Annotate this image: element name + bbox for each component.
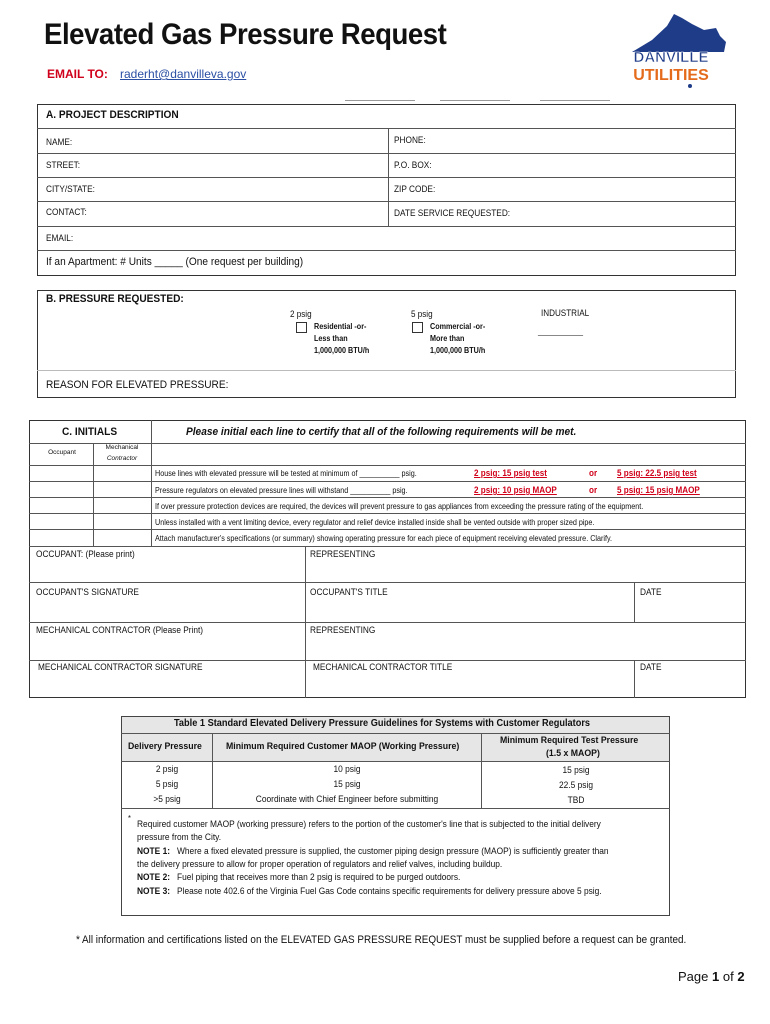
industrial-input[interactable]: __________ [538, 326, 584, 336]
email-to-label: EMAIL TO: [47, 67, 108, 81]
section-a-heading: A. PROJECT DESCRIPTION [46, 109, 179, 121]
notes-asterisk: * [128, 814, 131, 823]
req2-option-5psig: 5 psig: 15 psig MAOP [617, 485, 700, 495]
logo-text-danville: DANVILLE [633, 49, 709, 66]
date-service-requested-field[interactable]: DATE SERVICE REQUESTED: [394, 208, 511, 218]
req1-option-2psig: 2 psig: 15 psig test [474, 468, 547, 478]
table-row-maop: 15 psig [333, 779, 361, 789]
table-row-delivery: >5 psig [153, 794, 181, 804]
note-maop-definition-cont: pressure from the City. [137, 832, 222, 842]
danville-utilities-logo [612, 12, 730, 92]
section-c-heading: C. INITIALS [62, 426, 118, 438]
mechanical-contractor-print-field[interactable]: MECHANICAL CONTRACTOR (Please Print) [36, 625, 204, 635]
table1-col-test-pressure-multiplier: (1.5 x MAOP) [546, 748, 600, 759]
commercial-more-than: More than [430, 334, 465, 343]
req1-or: or [589, 468, 598, 478]
mechanical-column-header: Mechanical [105, 444, 139, 451]
table-row-test: 22.5 psig [559, 780, 593, 790]
footer-statement: * All information and certifications listed on the ELEVATED GAS PRESSURE REQUEST must be supplied before a request can be granted. [76, 934, 687, 946]
requirement-overpressure[interactable]: If over pressure protection devices are required, the devices will prevent pressure to gas appliances from exceeding the pressure rating of the equipment. [155, 502, 644, 511]
mechanical-representing-field[interactable]: REPRESENTING [310, 625, 376, 635]
page-title: Elevated Gas Pressure Request [44, 18, 447, 51]
reason-for-elevated-pressure-field[interactable]: REASON FOR ELEVATED PRESSURE: [46, 379, 229, 391]
email-field[interactable]: EMAIL: [46, 233, 74, 243]
table-row-delivery: 5 psig [155, 779, 179, 789]
occupant-column-header: Occupant [48, 449, 76, 456]
requirement-test-pressure[interactable]: House lines with elevated pressure will be tested at minimum of __________ psig. [155, 469, 417, 478]
section-c-instruction: Please initial each line to certify that all of the following requirements will be met. [186, 426, 577, 438]
requirement-specifications[interactable]: Attach manufacturer's specifications (or summary) showing operating pressure for each piece of equipment receiving elevated pressure. Clarify. [155, 534, 613, 543]
occupant-signature-field[interactable]: OCCUPANT'S SIGNATURE [36, 587, 139, 597]
logo-text-utilities: UTILITIES [633, 67, 709, 84]
commercial-checkbox[interactable] [412, 322, 423, 333]
page-prefix: Page [678, 969, 709, 984]
occupant-title-field[interactable]: OCCUPANT'S TITLE [310, 587, 388, 597]
occupant-date-field[interactable]: DATE [640, 587, 662, 597]
contact-field[interactable]: CONTACT: [46, 207, 87, 217]
table-row-maop: Coordinate with Chief Engineer before submitting [255, 794, 439, 804]
req2-option-2psig: 2 psig: 10 psig MAOP [474, 485, 557, 495]
zip-code-field[interactable]: ZIP CODE: [394, 184, 436, 194]
table-row-test: TBD [567, 795, 585, 805]
note3-label: NOTE 3: [137, 886, 171, 896]
note1-text: Where a fixed elevated pressure is supplied, the customer piping design pressure (MAOP) is sufficiently greater than [177, 846, 609, 856]
requirement-venting[interactable]: Unless installed with a vent limiting device, every regulator and relief device installed inside shall be vented outside with proper sized pipe. [155, 518, 595, 527]
email-link[interactable]: raderht@danvilleva.gov [120, 67, 247, 81]
industrial-label: INDUSTRIAL [541, 308, 590, 318]
residential-checkbox[interactable] [296, 322, 307, 333]
residential-btu: 1,000,000 BTU/h [314, 346, 370, 355]
requirement-regulators[interactable]: Pressure regulators on elevated pressure lines will withstand __________ psig. [155, 486, 408, 495]
phone-field[interactable]: PHONE: [394, 135, 426, 145]
page-total: 2 [737, 969, 745, 984]
note-maop-definition: Required customer MAOP (working pressure) refers to the portion of the customer's line that is subjected to the initial delivery [137, 819, 601, 829]
note3-text: Please note 402.6 of the Virginia Fuel Gas Code contains specific requirements for delivery pressure above 5 psig. [177, 886, 602, 896]
virginia-map-icon [632, 14, 726, 52]
mechanical-contractor-signature-field[interactable]: MECHANICAL CONTRACTOR SIGNATURE [38, 662, 203, 672]
table1-col-maop: Minimum Required Customer MAOP (Working Pressure) [226, 741, 460, 752]
table1-col-test-pressure: Minimum Required Test Pressure [500, 735, 639, 746]
street-field[interactable]: STREET: [46, 160, 81, 170]
residential-less-than: Less than [314, 334, 348, 343]
section-b-heading: B. PRESSURE REQUESTED: [46, 293, 184, 305]
commercial-btu: 1,000,000 BTU/h [430, 346, 486, 355]
commercial-label: Commercial -or- [430, 322, 486, 331]
page-number [678, 969, 745, 984]
req1-option-5psig: 5 psig: 22.5 psig test [617, 468, 697, 478]
note1-label: NOTE 1: [137, 846, 171, 856]
note2-label: NOTE 2: [137, 872, 171, 882]
table-row-delivery: 2 psig [155, 764, 179, 774]
table-row-maop: 10 psig [333, 764, 361, 774]
note2-text: Fuel piping that receives more than 2 psig is required to be purged outdoors. [177, 872, 461, 882]
table1-col-delivery-pressure: Delivery Pressure [128, 741, 202, 752]
apartment-units-field[interactable]: If an Apartment: # Units _____ (One request per building) [46, 256, 304, 268]
req2-or: or [589, 485, 598, 495]
page-of: of [722, 969, 734, 984]
city-state-field[interactable]: CITY/STATE: [46, 184, 95, 194]
mechanical-date-field[interactable]: DATE [640, 662, 662, 672]
table-row-test: 15 psig [562, 765, 590, 775]
name-field[interactable]: NAME: [46, 137, 73, 147]
occupant-print-field[interactable]: OCCUPANT: (Please print) [36, 549, 135, 559]
option-2psig-label: 2 psig [290, 309, 312, 319]
option-5psig-label: 5 psig [411, 309, 433, 319]
note1-text-cont: the delivery pressure to allow for proper operation of regulators and relief valves, including buildup. [137, 859, 503, 869]
occupant-representing-field[interactable]: REPRESENTING [310, 549, 376, 559]
contractor-column-header: Contractor [106, 455, 138, 462]
residential-label: Residential -or- [314, 322, 367, 331]
po-box-field[interactable]: P.O. BOX: [394, 160, 432, 170]
table1-caption: Table 1 Standard Elevated Delivery Pressure Guidelines for Systems with Customer Regulators [174, 718, 591, 729]
page-current: 1 [712, 969, 720, 984]
mechanical-contractor-title-field[interactable]: MECHANICAL CONTRACTOR TITLE [313, 662, 453, 672]
